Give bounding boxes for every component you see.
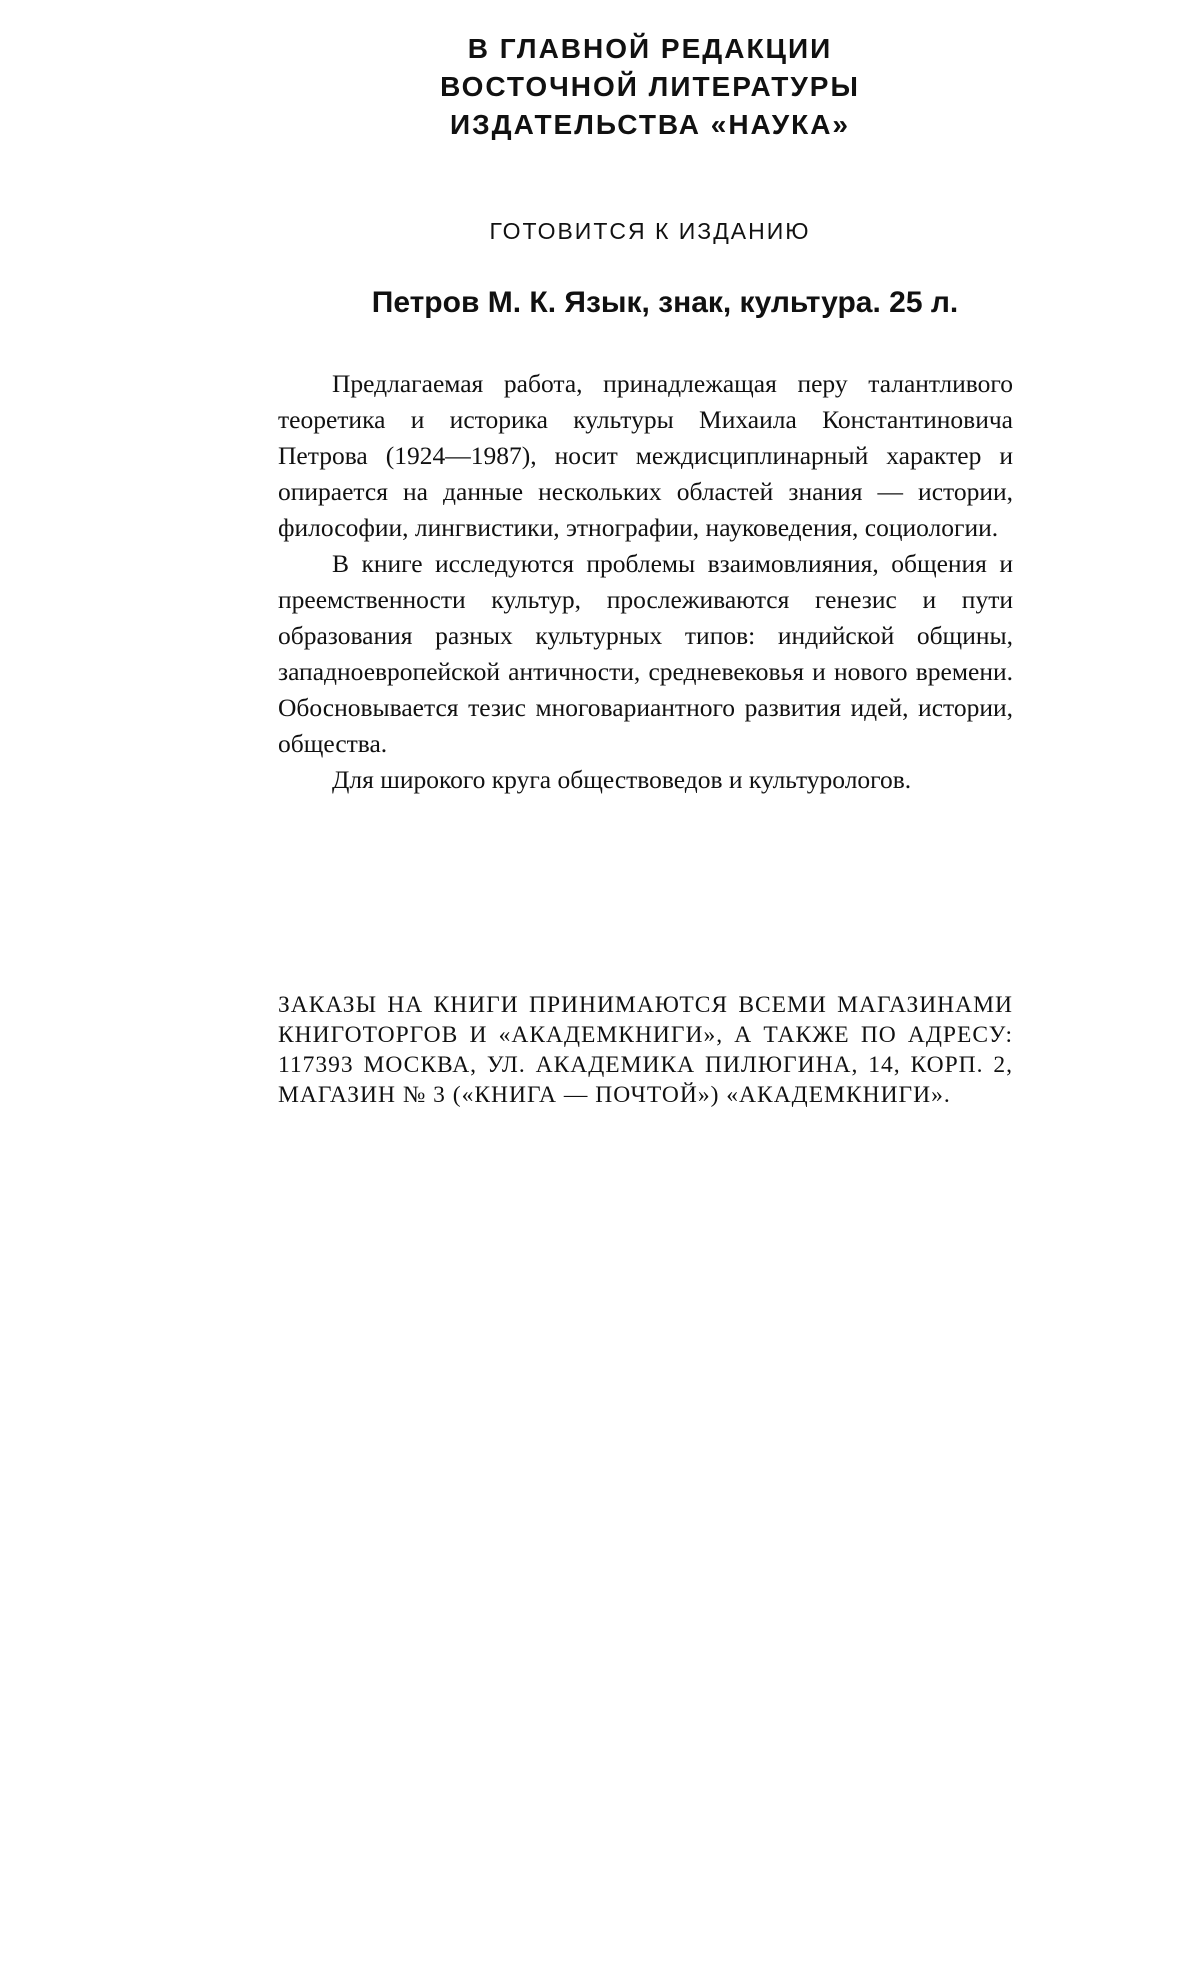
orders-notice: ЗАКАЗЫ НА КНИГИ ПРИНИМАЮТСЯ ВСЕМИ МАГАЗИНАМИ КНИГОТОРГОВ И «АКАДЕМКНИГИ», А ТАКЖЕ ПО АДРЕСУ: 117393 МОСКВА, УЛ. АКАДЕМИКА ПИЛЮГИНА, 14, КОРП. 2, МАГАЗИН № 3 («КНИГА — ПОЧТОЙ») «АКАДЕМКНИГИ». [278, 992, 1013, 1108]
book-title: Петров М. К. Язык, знак, культура. 25 л. [371, 286, 959, 319]
description-paragraph: В книге исследуются проблемы взаимовлияния, общения и преемственности культур, прослеживаются генезис и пути образования разных культурных типов: индийской общины, западноевропейской античности, средневековья и нового времени. Обосновывается тезис многовариантного развития идей, истории, общества. [278, 549, 1013, 758]
description-paragraph: Предлагаемая работа, принадлежащая перу талантливого теоретика и историка культуры Михаила Константиновича Петрова (1924—1987), носит междисциплинарный характер и опирается на данные нескольких областей знания — истории, философии, лингвистики, этнографии, науковедения, социологии. [278, 369, 1013, 542]
publisher-heading-line: В ГЛАВНОЙ РЕДАКЦИИ [467, 33, 833, 64]
forthcoming-label: ГОТОВИТСЯ К ИЗДАНИЮ [489, 218, 811, 244]
publisher-heading-line: ВОСТОЧНОЙ ЛИТЕРАТУРЫ [440, 71, 860, 102]
book-description [278, 366, 1013, 798]
publisher-heading-line: ИЗДАТЕЛЬСТВА «НАУКА» [450, 109, 850, 140]
description-paragraph: Для широкого круга обществоведов и культурологов. [332, 765, 912, 794]
publisher-heading [300, 30, 1000, 144]
